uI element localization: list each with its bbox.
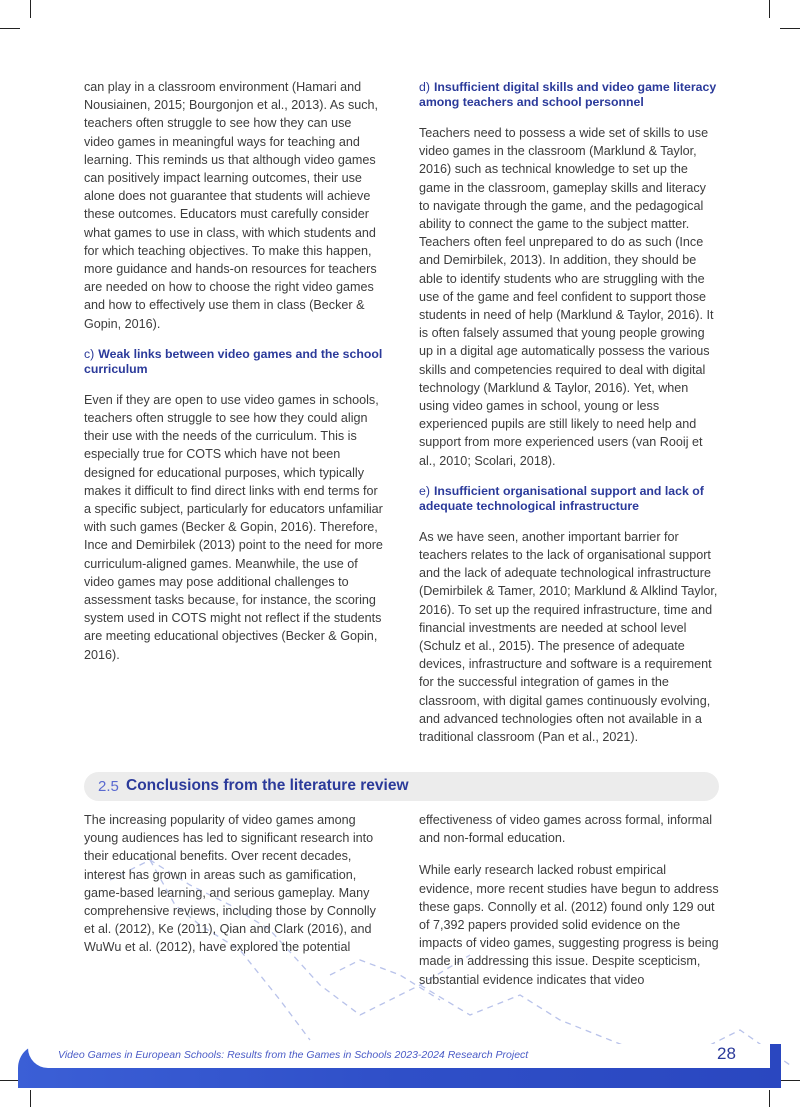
paragraph-intro-continued: can play in a classroom environment (Hamari and Nousiainen, 2015; Bourgonjon et al., 2013). As such, teachers often struggle to see how they can use video games in meaningful ways for teaching and learning. This reminds us that although video games can positively impact learning outcomes, their use alone does not guarantee that students will achieve these outcomes. Educators must carefully consider what games to use in class, with which students and for which teaching objectives. To make this happen, more guidance and hands-on resources for teachers are needed on how to choose the right video games and how to effectively use them in class (Becker & Gopin, 2016). bbox=[84, 80, 379, 331]
paragraph-conclusion-3: While early research lacked robust empirical evidence, more recent studies have begun to address these gaps. Connolly et al. (2012) found only 129 out of 7,392 papers provided solid evidence on the impacts of video games, suggesting progress is being made in addressing this issue. Despite scepticism, substantial evidence indicates that video bbox=[419, 863, 719, 987]
crop-mark bbox=[780, 1080, 800, 1081]
section-number: 2.5 bbox=[98, 778, 119, 795]
crop-mark bbox=[769, 1090, 770, 1107]
paragraph-conclusion-2: effectiveness of video games across formal, informal and non-formal education. bbox=[419, 813, 713, 846]
heading-c-letter: c) bbox=[84, 346, 95, 361]
crop-mark bbox=[0, 28, 20, 29]
crop-mark bbox=[30, 0, 31, 18]
paragraph-c: Even if they are open to use video games in schools, teachers often struggle to see how they could align their use with the needs of the curriculum. This is especially true for COTS which have not been designed for educational purposes, which typically makes it difficult to find direct links with end terms for a specific subject, particularly for educators unfamiliar with such games (Becker & Gopin, 2016). Therefore, Ince and Demirbilek (2013) point to the need for more curriculum-aligned games. Meanwhile, the use of video games may pose additional challenges to assessment tasks because, for instance, the scoring system used in COTS might not reflect if the students are meeting educational objectives (Becker & Gopin, 2016). bbox=[84, 392, 383, 662]
page-number: 28 bbox=[717, 1044, 736, 1063]
heading-c bbox=[84, 347, 384, 377]
heading-e bbox=[419, 484, 719, 514]
heading-e-text: Insufficient organisational support and lack of adequate technological infrastructure bbox=[419, 483, 704, 513]
paragraph-e: As we have seen, another important barrier for teachers relates to the lack of organisational support and the lack of adequate technological infrastructure (Demirbilek & Tamer, 2010; Marklund & Alklind Taylor, 2016). To set up the required infrastructure, time and financial investments are needed at school level (Schulz et al., 2015). The presence of adequate devices, infrastructure and software is a requirement for the successful integration of games in the classroom, with digital games continuously evolving, and advanced technologies often not available in a traditional classroom (Pan et al., 2021). bbox=[419, 529, 718, 745]
crop-mark bbox=[30, 1090, 31, 1107]
paragraph-d: Teachers need to possess a wide set of skills to use video games in the classroom (Marklund & Taylor, 2016) such as technical knowledge to set up the game in the classroom, gameplay skills and literacy to navigate through the game, and the pedagogical ability to connect the game to the subject matter. Teachers often feel unprepared to do as such (Ince and Demirbilek, 2013). In addition, they should be able to identify students who are struggling with the use of the game and feel confident to support those students in need of help (Marklund & Taylor, 2016). It is often falsely assumed that young people growing up in a digital age automatically possess the various skills and competencies required to deal with digital technology (Marklund & Taylor, 2016). Yet, when using video games in school, young or less experienced pupils are still likely to need help and support from more experienced users (van Rooij et al., 2010; Scolari, 2018). bbox=[419, 126, 714, 468]
paragraph-conclusion-1: The increasing popularity of video games among young audiences has led to significant research into their educational benefits. Over recent decades, interest has grown in areas such as gamification, game-based learning, and serious gameplay. Many comprehensive reviews, including those by Connolly et al. (2012), Ke (2011), Qian and Clark (2016), and WuWu et al. (2012), have explored the potential bbox=[84, 813, 376, 955]
crop-mark bbox=[780, 28, 800, 29]
section-header bbox=[84, 772, 719, 801]
right-column bbox=[419, 80, 719, 760]
crop-mark bbox=[0, 1080, 20, 1081]
conclusion-right-column bbox=[419, 811, 719, 1003]
heading-d bbox=[419, 80, 719, 110]
heading-d-text: Insufficient digital skills and video game literacy among teachers and school personnel bbox=[419, 80, 717, 109]
heading-c-text: Weak links between video games and the school curriculum bbox=[84, 346, 383, 376]
section-title: Conclusions from the literature review bbox=[126, 777, 409, 794]
left-column bbox=[84, 78, 384, 678]
footer-title: Video Games in European Schools: Results from the Games in Schools 2023-2024 Research Project bbox=[58, 1049, 529, 1061]
heading-e-letter: e) bbox=[419, 483, 430, 498]
heading-d-letter: d) bbox=[419, 80, 430, 94]
conclusion-left-column bbox=[84, 811, 384, 971]
crop-mark bbox=[769, 0, 770, 18]
